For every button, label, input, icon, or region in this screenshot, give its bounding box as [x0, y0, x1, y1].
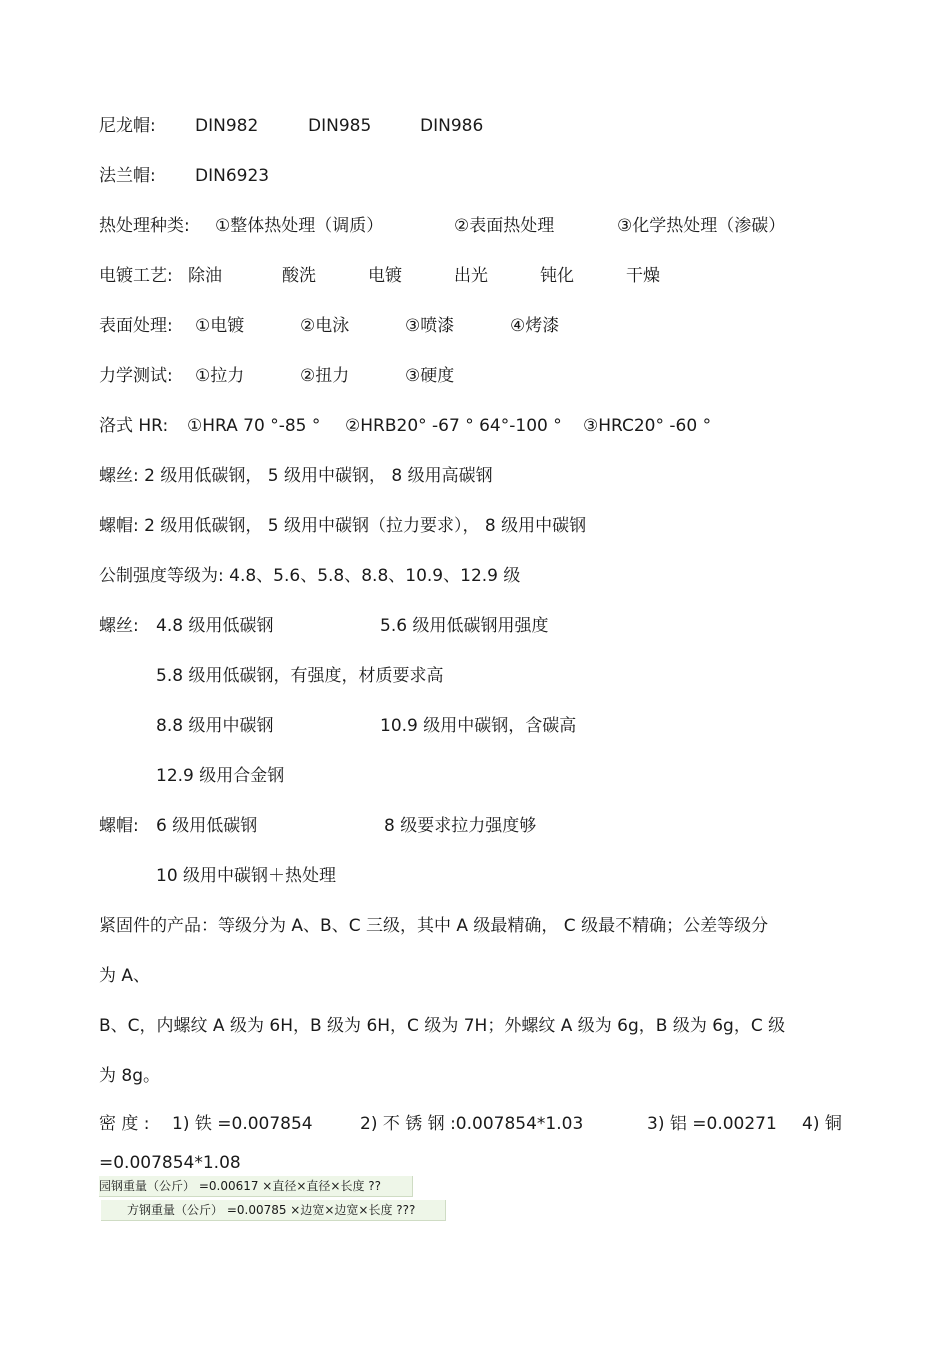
surface-treatment-item: ④烤漆: [510, 316, 560, 336]
fastener-text-line: 为 8g。: [99, 1066, 161, 1086]
mechanical-test-item: ①拉力: [195, 366, 245, 386]
din-item: DIN982: [195, 116, 259, 136]
din-item: DIN6923: [195, 166, 270, 186]
din-item: DIN985: [308, 116, 372, 136]
plating-step: 电镀: [368, 266, 402, 286]
mechanical-test-item: ③硬度: [405, 366, 455, 386]
nut-detail-item: 8 级要求拉力强度够: [384, 816, 537, 836]
plating-step: 酸洗: [282, 266, 316, 286]
square-steel-formula: 方钢重量（公斤） =0.00785 ×边宽×边宽×长度 ???: [101, 1200, 446, 1221]
screw-detail-item: 10.9 级用中碳钢，含碳高: [380, 716, 577, 736]
density-label: 密 度 :: [99, 1114, 150, 1134]
surface-treatment-item: ②电泳: [300, 316, 350, 336]
din-item: DIN986: [420, 116, 484, 136]
screw-detail-item: 4.8 级用低碳钢: [156, 616, 274, 636]
screw-detail-item: 8.8 级用中碳钢: [156, 716, 274, 736]
screw-detail-label: 螺丝:: [99, 616, 139, 636]
screw-detail-line: 12.9 级用合金钢: [156, 766, 285, 786]
plating-step: 干燥: [626, 266, 660, 286]
plating-step: 钝化: [540, 266, 574, 286]
nut-grade-line: 螺帽: 2 级用低碳钢， 5 级用中碳钢（拉力要求）， 8 级用中碳钢: [99, 516, 587, 536]
nut-detail-item: 6 级用低碳钢: [156, 816, 258, 836]
heat-treatment-item: ①整体热处理（调质）: [215, 216, 384, 236]
surface-treatment-item: ①电镀: [195, 316, 245, 336]
plating-step: 出光: [454, 266, 488, 286]
density-item: 4) 铜: [802, 1114, 842, 1134]
density-item: 3) 铝 =0.00271: [647, 1114, 777, 1134]
round-steel-formula: 园钢重量（公斤） =0.00617 ×直径×直径×长度 ??: [99, 1176, 413, 1197]
density-item: 1) 铁 =0.007854: [172, 1114, 313, 1134]
rockwell-item: ①HRA 70 °-85 °: [187, 416, 321, 436]
heat-treatment-item: ③化学热处理（渗碳）: [617, 216, 786, 236]
screw-detail-line: 5.8 级用低碳钢，有强度，材质要求高: [156, 666, 444, 686]
surface-treatment-label: 表面处理:: [99, 316, 173, 336]
screw-grade-line: 螺丝: 2 级用低碳钢， 5 级用中碳钢， 8 级用高碳钢: [99, 466, 493, 486]
plating-step: 除油: [188, 266, 222, 286]
density-line: =0.007854*1.08: [99, 1153, 241, 1173]
mechanical-test-item: ②扭力: [300, 366, 350, 386]
fastener-text-line: B、C，内螺纹 A 级为 6H，B 级为 6H，C 级为 7H；外螺纹 A 级为 6g，B 级为 6g，C 级: [99, 1016, 786, 1036]
fastener-text-line: 为 A、: [99, 966, 151, 986]
heat-treatment-label: 热处理种类:: [99, 216, 190, 236]
heat-treatment-item: ②表面热处理: [454, 216, 555, 236]
fastener-text-line: 紧固件的产品：等级分为 A、B、C 三级，其中 A 级最精确， C 级最不精确；公差等级分: [99, 916, 769, 936]
plating-process-label: 电镀工艺:: [99, 266, 173, 286]
surface-treatment-item: ③喷漆: [405, 316, 455, 336]
metric-grades-line: 公制强度等级为: 4.8、5.6、5.8、8.8、10.9、12.9 级: [99, 566, 521, 586]
nut-detail-label: 螺帽:: [99, 816, 139, 836]
nylon-nut-label: 尼龙帽:: [99, 116, 156, 136]
rockwell-label: 洛式 HR:: [99, 416, 169, 436]
density-item: 2) 不 锈 钢 :0.007854*1.03: [360, 1114, 584, 1134]
nut-detail-line: 10 级用中碳钢＋热处理: [156, 866, 337, 886]
rockwell-item: ②HRB20° -67 ° 64°-100 °: [345, 416, 562, 436]
screw-detail-item: 5.6 级用低碳钢用强度: [380, 616, 549, 636]
mechanical-test-label: 力学测试:: [99, 366, 173, 386]
flange-nut-label: 法兰帽:: [99, 166, 156, 186]
rockwell-item: ③HRC20° -60 °: [583, 416, 712, 436]
